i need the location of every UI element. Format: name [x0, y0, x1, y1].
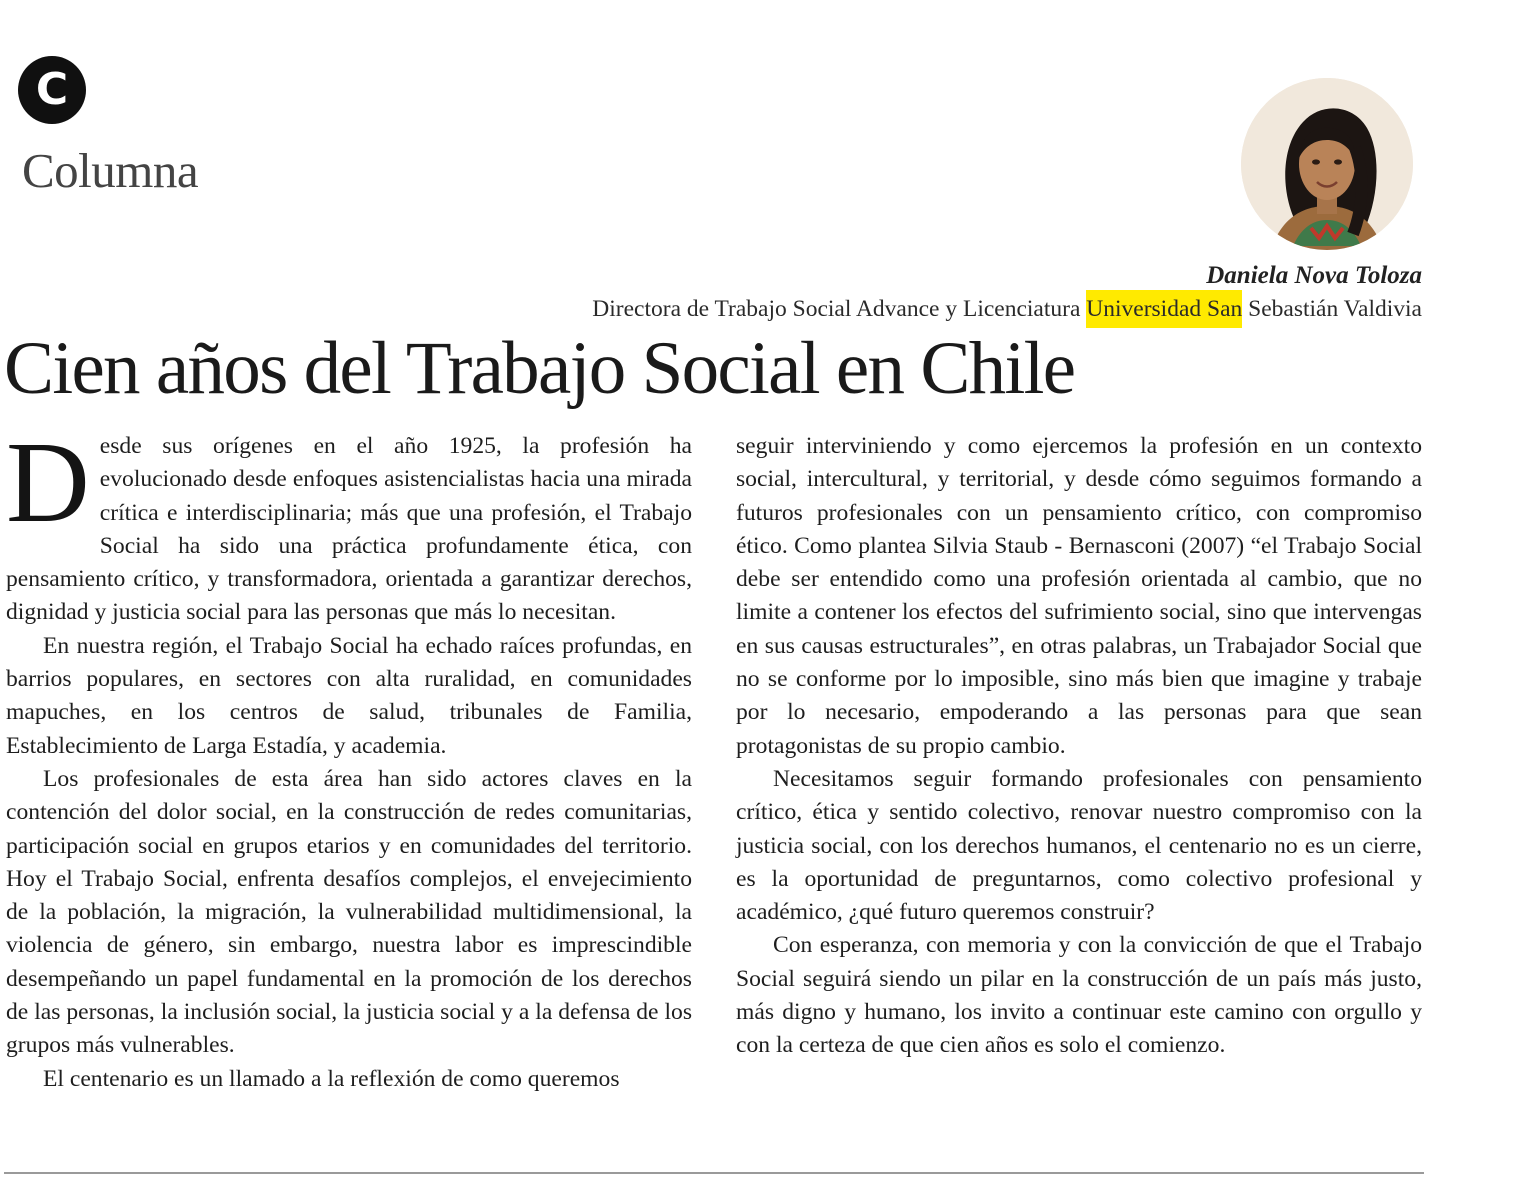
author-portrait-icon — [1241, 78, 1413, 250]
article-paragraph: En nuestra región, el Trabajo Social ha echado raíces profundas, en barrios populares, en sectores con alta ruralidad, en comunidades mapuches, en los centros de salud, tribunales de Familia, Establecimiento de Larga Estadía, y academia. — [6, 632, 692, 759]
author-name: Daniela Nova Toloza — [1206, 262, 1422, 289]
paragraph-text: esde sus orígenes en el año 1925, la profesión ha evolucionado desde enfoques asistencialistas hacia una mirada crítica e interdisciplinaria; más que una profesión, el Trabajo Social ha sido una práctica profundamente ética, con pensamiento crítico, y transformadora, orientada a garantizar derechos, dignidad y justicia social para las personas que más lo necesitan. — [6, 433, 692, 626]
author-role-text-end: Sebastián Valdivia — [1248, 296, 1422, 322]
column-badge-letter: C — [35, 64, 69, 115]
column-badge-icon — [18, 56, 86, 124]
article-paragraph: Necesitamos seguir formando profesionales con pensamiento crítico, ética y sentido colectivo, renovar nuestro compromiso con la justicia social, con los derechos humanos, el centenario no es un cierre, es la oportunidad de preguntarnos, como colectivo profesional y académico, ¿qué futuro queremos construir? — [736, 765, 1422, 926]
article-paragraph: Los profesionales de esta área han sido actores claves en la contención del dolor social, en la construcción de redes comunitarias, participación social en grupos etarios y en comunidades del territorio. Hoy el Trabajo Social, enfrenta desafíos complejos, el envejecimiento de la población, la migración, la vulnerabilidad multidimensional, la violencia de género, sin embargo, nuestra labor es imprescindible desempeñando un papel fundamental en la promoción de los derechos de las personas, la inclusión social, la justicia social y a la defensa de los grupos más vulnerables. — [6, 765, 692, 1059]
author-role — [592, 296, 1422, 323]
author-photo — [1241, 78, 1413, 250]
article-column-left — [6, 419, 692, 1096]
article-paragraph — [6, 419, 692, 630]
article-headline: Cien años del Trabajo Social en Chile — [4, 327, 1075, 410]
section-label: Columna — [22, 143, 199, 198]
article-paragraph: El centenario es un llamado a la reflexión de como queremos — [43, 1065, 620, 1092]
highlighted-university-name: Universidad San — [1086, 290, 1242, 328]
author-role-text: Directora de Trabajo Social Advance y Licenciatura — [592, 296, 1081, 322]
article-paragraph: Con esperanza, con memoria y con la convicción de que el Trabajo Social seguirá siendo un pilar en la construcción de un país más justo, más digno y humano, los invito a continuar este camino con orgullo y con la certeza de que cien años es solo el comienzo. — [736, 932, 1422, 1059]
drop-cap: D — [6, 419, 90, 547]
bottom-divider — [4, 1172, 1424, 1174]
article-paragraph: seguir interviniendo y como ejercemos la profesión en un contexto social, intercultural, y territorial, y desde cómo seguimos formando a futuros profesionales con un pensamiento crítico, con compromiso ético. Como plantea Silvia Staub - Bernasconi (2007) “el Trabajo Social debe ser entendido como una profesión orientada al cambio, que no limite a contener los efectos del sufrimiento social, sino que intervengas en sus causas estructurales”, en otras palabras, un Trabajador Social que no se conforme por lo imposible, sino más bien que imagine y trabaje por lo necesario, empoderando a las personas para que sean protagonistas de su propio cambio. — [736, 433, 1422, 759]
article-column-right — [736, 430, 1422, 1063]
